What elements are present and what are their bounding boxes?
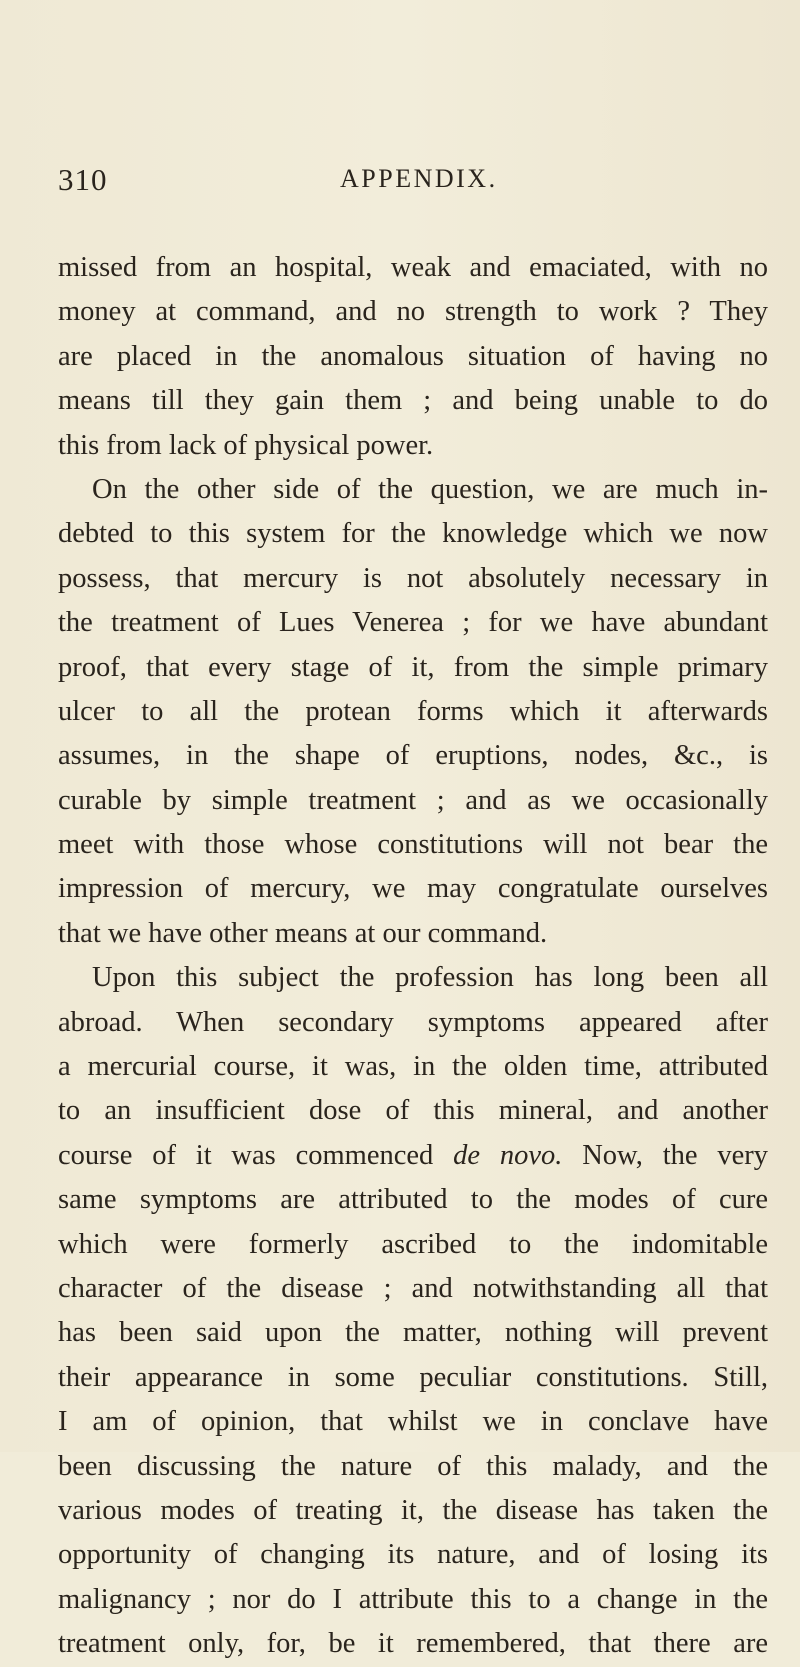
text-line: are placed in the anomalous situation of having no — [58, 340, 768, 372]
text-segment: course of it was commenced — [58, 1139, 454, 1171]
text-line: malignancy ; nor do I attribute this to a change in the — [58, 1583, 768, 1615]
text-line: proof, that every stage of it, from the simple primary — [58, 651, 768, 683]
page-header — [0, 162, 800, 202]
text-line: ulcer to all the protean forms which it afterwards — [58, 695, 768, 727]
text-line: On the other side of the question, we are much in- — [92, 473, 768, 505]
text-line: money at command, and no strength to work ? They — [58, 296, 768, 328]
text-line: missed from an hospital, weak and emaciated, with no — [58, 252, 768, 283]
text-line: the treatment of Lues Venerea ; for we have abundant — [58, 607, 768, 639]
text-line: possess, that mercury is not absolutely necessary in — [58, 562, 768, 594]
text-line: Upon this subject the profession has long been all — [92, 962, 768, 994]
body-text — [58, 246, 768, 1667]
text-segment: Now, the very — [562, 1139, 769, 1171]
text-line: curable by simple treatment ; and as we occasionally — [58, 784, 768, 816]
text-line: to an insufficient dose of this mineral, and another — [58, 1095, 768, 1127]
text-line: assumes, in the shape of eruptions, nodes, &c., is — [58, 740, 768, 772]
text-line: which were formerly ascribed to the indomitable — [58, 1228, 768, 1260]
text-line: abroad. When secondary symptoms appeared after — [58, 1006, 768, 1038]
text-line: their appearance in some peculiar constitutions. Still, — [58, 1361, 768, 1393]
text-line: this from lack of physical power. — [58, 429, 434, 461]
text-line: has been said upon the matter, nothing will prevent — [58, 1317, 768, 1349]
text-line: that we have other means at our command. — [58, 917, 548, 949]
text-line: various modes of treating it, the disease has taken the — [58, 1494, 768, 1526]
text-line: character of the disease ; and notwithstanding all that — [58, 1272, 768, 1304]
text-line: same symptoms are attributed to the modes of cure — [58, 1184, 768, 1216]
italic-phrase: de novo. — [453, 1139, 563, 1171]
page-number: 310 — [58, 162, 108, 197]
text-line: opportunity of changing its nature, and of losing its — [58, 1539, 768, 1571]
text-line: debted to this system for the knowledge which we now — [58, 518, 768, 550]
text-line: a mercurial course, it was, in the olden time, attributed — [58, 1051, 768, 1083]
text-line: impression of mercury, we may congratulate ourselves — [58, 873, 768, 905]
text-line-with-italic — [58, 1134, 768, 1178]
text-line: means till they gain them ; and being unable to do — [58, 385, 768, 417]
text-line: meet with those whose constitutions will not bear the — [58, 829, 768, 861]
text-line: I am of opinion, that whilst we in conclave have — [58, 1406, 768, 1438]
running-head: APPENDIX. — [340, 164, 498, 193]
text-line: been discussing the nature of this malady, and the — [58, 1450, 768, 1482]
text-line: treatment only, for, be it remembered, that there are — [58, 1628, 768, 1660]
